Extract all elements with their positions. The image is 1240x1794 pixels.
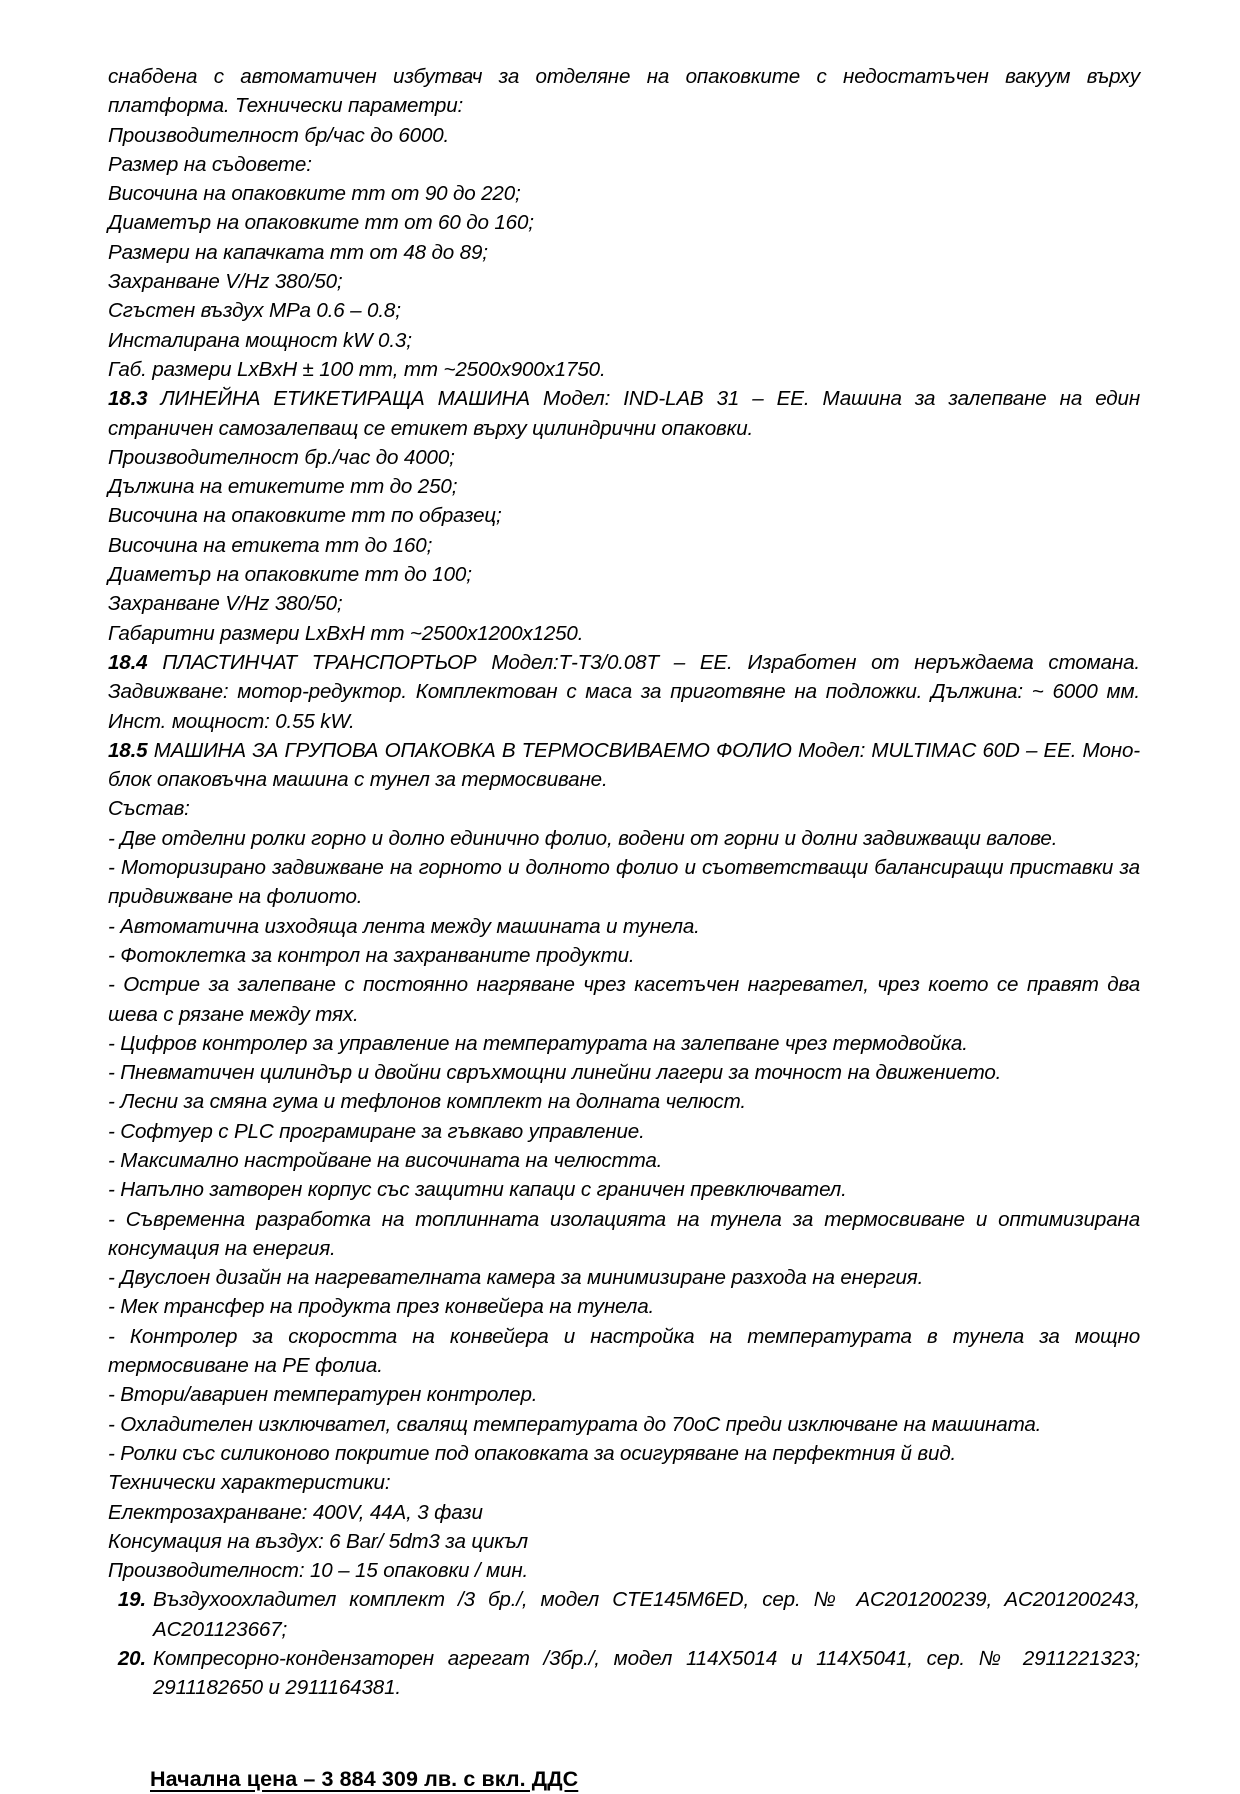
paragraph: Захранване V/Hz 380/50; (108, 592, 343, 616)
list-item-marker: 19. (117, 1588, 146, 1612)
section-paragraph-18-4 (108, 648, 1140, 736)
paragraph: Инсталирана мощност kW 0.3; (108, 328, 412, 352)
paragraph: Производителност бр/час до 6000. (108, 123, 450, 147)
paragraph: Сгъстен въздух MPa 0.6 – 0.8; (108, 299, 401, 323)
numbered-list (108, 1585, 1140, 1702)
paragraph: Консумация на въздух: 6 Bar/ 5dm3 за цикъл (108, 1529, 528, 1553)
list-item-text: Въздухоохладител комплект /3 бр./, модел CTE145M6ED, сер. № AC201200239, AC201200243, AC201123667; (153, 1588, 1140, 1641)
bullet-paragraph: - Софтуер с PLC програмиране за гъвкаво управление. (108, 1119, 645, 1143)
bullet-paragraph: - Охладителен изключвател, свалящ температурата до 70оС преди изключване на машината. (108, 1412, 1042, 1436)
paragraph: Производителност бр./час до 4000; (108, 445, 455, 469)
section-number: 18.5 (108, 738, 148, 762)
bullet-paragraph: - Контролер за скоростта на конвейера и настройка на температурата в тунела за мощно термосвиване на РЕ фолиа. (108, 1324, 1140, 1378)
paragraph: Захранване V/Hz 380/50; (108, 270, 343, 294)
paragraph: Диаметър на опаковките mm до 100; (108, 563, 472, 587)
paragraph: Размери на капачката mm от 48 до 89; (108, 240, 488, 264)
section-number: 18.3 (108, 387, 148, 411)
bullet-paragraph: - Двуслоен дизайн на нагревателната камера за минимизиране разхода на енергия. (108, 1266, 924, 1290)
bullet-paragraph: - Острие за залепване с постоянно нагряване чрез касетъчен нагревател, чрез което се правят два шева с рязане между тях. (108, 973, 1140, 1026)
paragraph: Височина на опаковките mm по образец; (108, 504, 502, 528)
list-item-marker: 20. (117, 1647, 146, 1671)
bullet-paragraph: - Максимално настройване на височината на челюстта. (108, 1148, 663, 1172)
bullet-paragraph: - Лесни за смяна гума и тефлонов комплект на долната челюст. (108, 1090, 746, 1114)
section-paragraph-18-3 (108, 384, 1140, 443)
paragraph: Дължина на етикетите mm до 250; (108, 475, 458, 499)
paragraph: снабдена с автоматичен избутвач за отделяне на опаковките с недостатъчен вакуум върху платформа. Технически параметри: (108, 65, 1140, 118)
document-body (108, 62, 1140, 1794)
paragraph: Габ. размери LxBxH ± 100 mm, mm ~2500x900x1750. (108, 357, 606, 381)
section-text: ЛИНЕЙНА ЕТИКЕТИРАЩА МАШИНА Модел: IND-LAB 31 – ЕЕ. Машина за залепване на един страничен самозалепващ се етикет върху цилиндрични опаковки. (108, 387, 1140, 440)
paragraph: Технически характеристики: (108, 1471, 391, 1495)
list-item (108, 1644, 1140, 1703)
paragraph: Размер на съдовете: (108, 152, 312, 176)
starting-price-text: Начална цена – 3 884 309 лв. с вкл. ДДС (150, 1766, 579, 1791)
bullet-paragraph: - Автоматична изходяща лента между машината и тунела. (108, 914, 700, 938)
paragraph: Електрозахранване: 400V, 44A, 3 фази (108, 1500, 483, 1524)
section-paragraph-18-5 (108, 736, 1140, 795)
bullet-paragraph: - Напълно затворен корпус със защитни капаци с граничен превключвател. (108, 1178, 847, 1202)
bullet-paragraph: - Съвременна разработка на топлинната изолацията на тунела за термосвиване и оптимизирана консумация на енергия. (108, 1207, 1140, 1260)
bullet-paragraph: - Мек трансфер на продукта през конвейера на тунела. (108, 1295, 655, 1319)
list-item-text: Компресорно-кондензаторен агрегат /3бр./, модел 114X5014 и 114X5041, сер. № 2911221323; 2911182650 и 2911164381. (153, 1647, 1140, 1700)
paragraph: Производителност: 10 – 15 опаковки / мин. (108, 1559, 529, 1583)
bullet-paragraph: - Моторизирано задвижване на горното и долното фолио и съответстващи балансиращи приставки за придвижване на фолиото. (108, 856, 1140, 909)
bullet-paragraph: - Две отделни ролки горно и долно единично фолио, водени от горни и долни задвижващи валове. (108, 826, 1058, 850)
paragraph: Височина на етикета mm до 160; (108, 533, 433, 557)
bullet-paragraph: - Фотоклетка за контрол на захранваните продукти. (108, 943, 635, 967)
bullet-paragraph: - Ролки със силиконово покритие под опаковката за осигуряване на перфектния й вид. (108, 1441, 957, 1465)
bullet-paragraph: - Пневматичен цилиндър и двойни свръхмощни линейни лагери за точност на движението. (108, 1061, 1002, 1085)
bullet-paragraph: - Втори/авариен температурен контролер. (108, 1383, 538, 1407)
paragraph: Състав: (108, 797, 190, 821)
list-item (108, 1585, 1140, 1644)
starting-price-line (108, 1765, 1140, 1794)
paragraph: Височина на опаковките mm от 90 до 220; (108, 182, 521, 206)
section-text: ПЛАСТИНЧАТ ТРАНСПОРТЬОР Модел:Т-Т3/0.08Т – ЕЕ. Изработен от неръждаема стомана. Задвижване: мотор-редуктор. Комплектован с маса за приготвяне на подложки. Дължина: ~ 6000 мм. Инст. мощност: 0.55 kW. (108, 650, 1140, 733)
paragraph: Габаритни размери LxBxH mm ~2500x1200x1250. (108, 621, 584, 645)
paragraph: Диаметър на опаковките mm от 60 до 160; (108, 211, 534, 235)
section-number: 18.4 (108, 650, 148, 674)
section-text: МАШИНА ЗА ГРУПОВА ОПАКОВКА В ТЕРМОСВИВАЕМО ФОЛИО Модел: MULTIMAC 60D – ЕЕ. Моно-блок опаковъчна машина с тунел за термосвиване. (108, 738, 1140, 792)
bullet-paragraph: - Цифров контролер за управление на температурата на залепване чрез термодвойка. (108, 1031, 968, 1055)
